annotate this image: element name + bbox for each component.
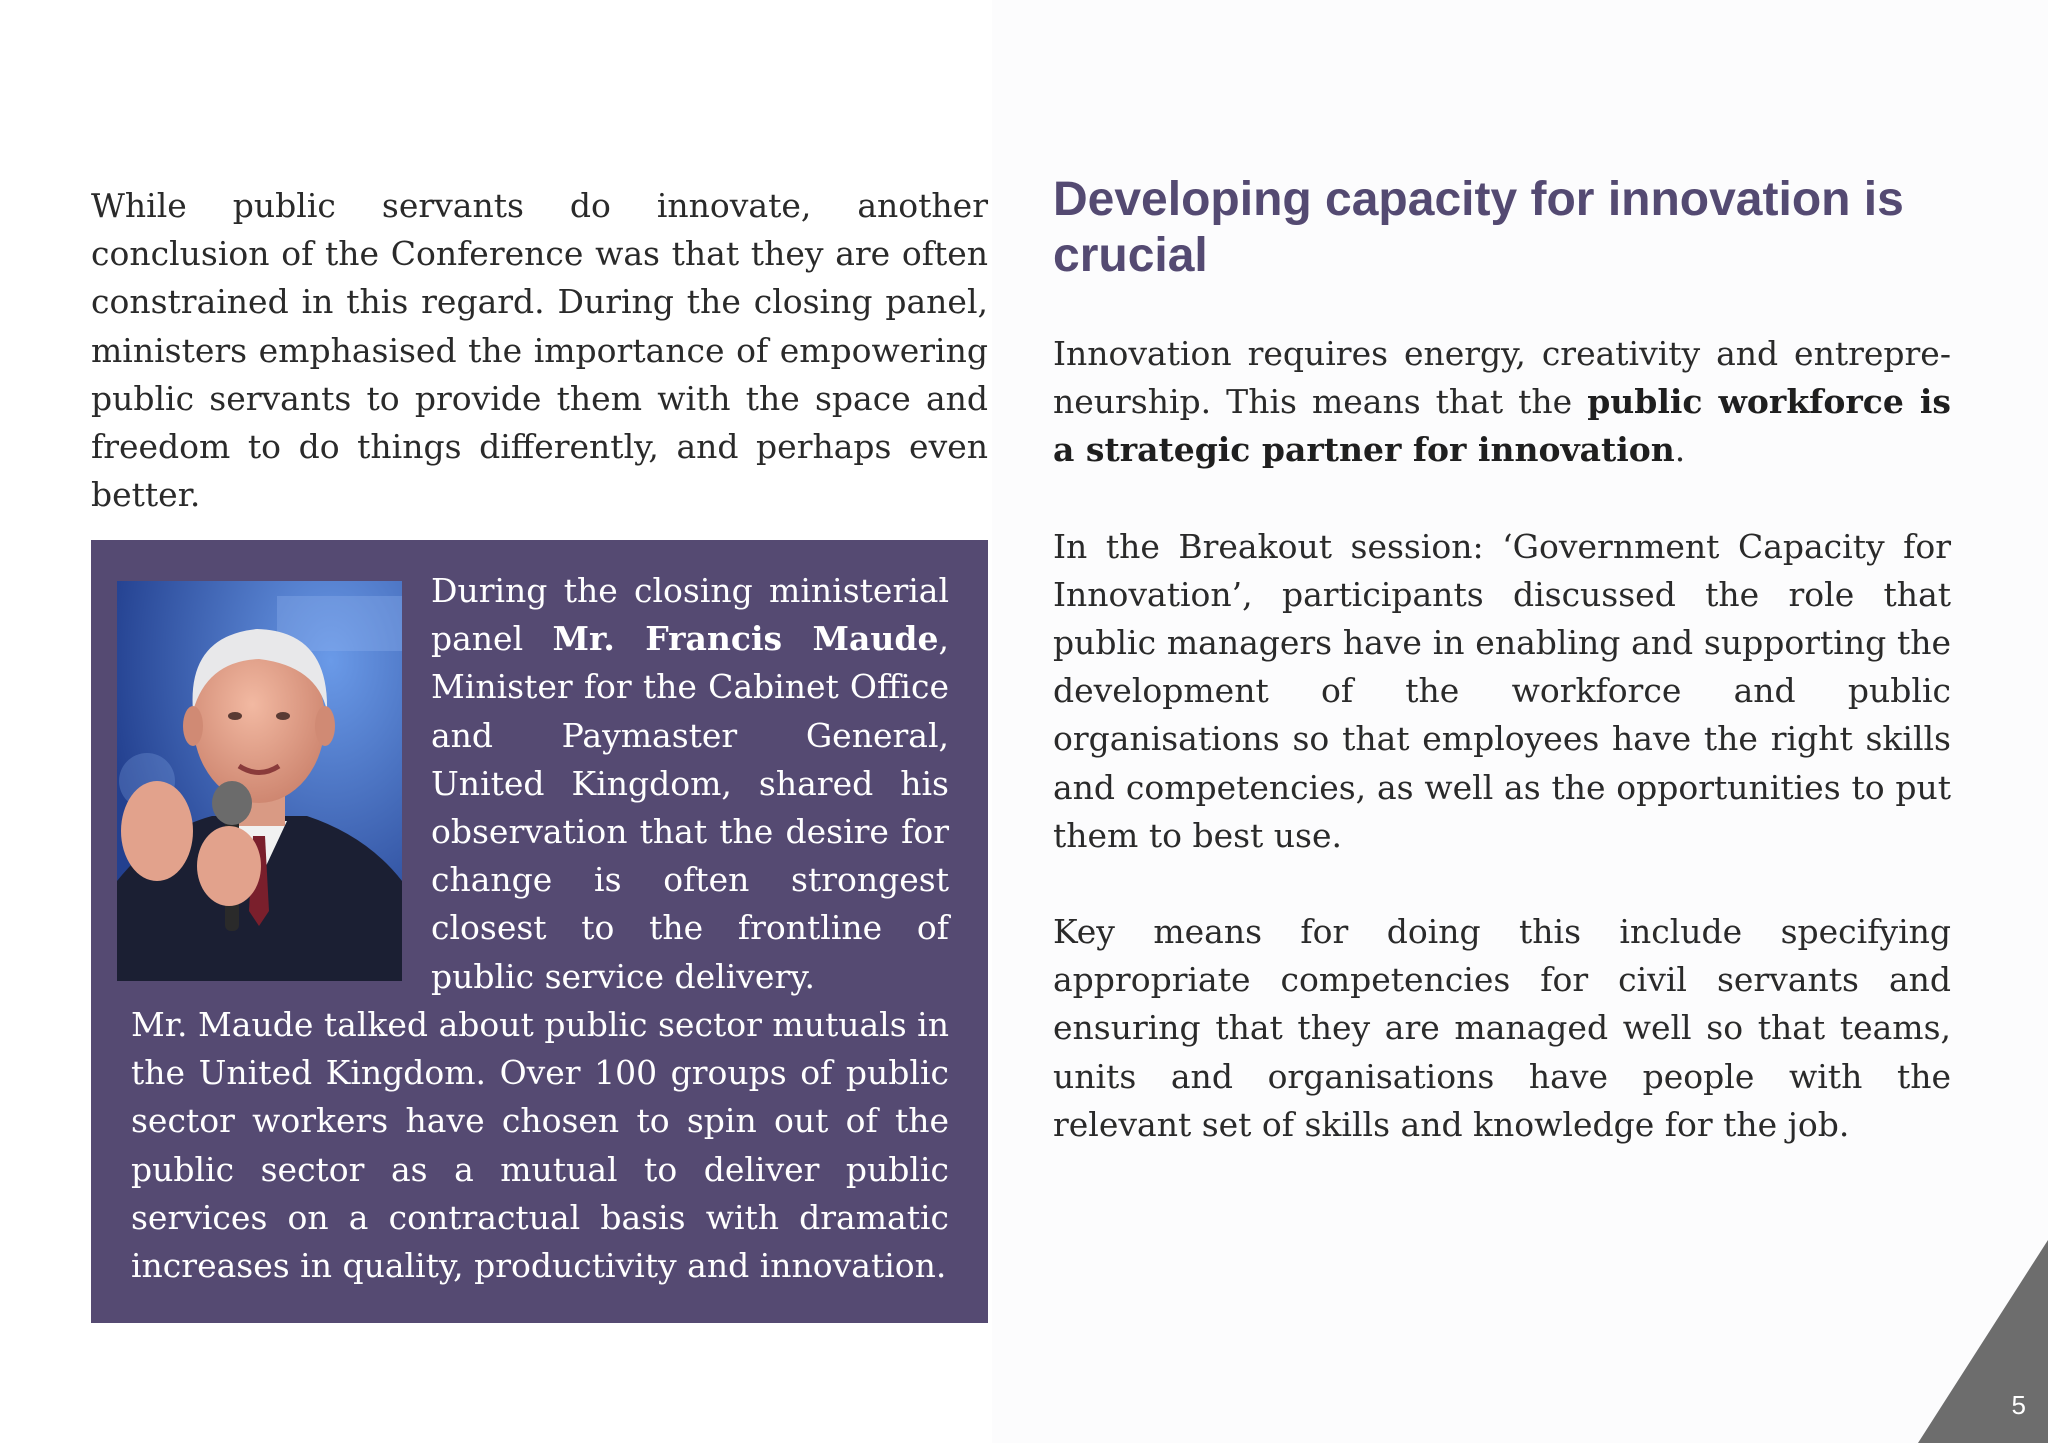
breakout-session-paragraph: In the Breakout session: ‘Government Capacity for Innovation’, participants discussed the role that public managers have in enabling and supporting the development of the workforce and public organisations so that employees have the right skills and competencies, as well as the opportunities to put them to best use. <box>1053 526 1951 855</box>
innovation-text-after: . <box>1674 430 1686 470</box>
speaker-photo-illustration <box>117 581 402 981</box>
callout-text-after: , Minister for the Cabinet Office and Paymaster General, United Kingdom, shared his observation that the desire for change is often strongest closest to the frontline of public service delivery. <box>431 619 949 996</box>
section-heading: Developing capacity for innovation is crucial <box>1053 173 1904 282</box>
page-number: 5 <box>2011 1390 2026 1420</box>
callout-mutuals-text: Mr. Maude talked about public sector mutuals in the United Kingdom. Over 100 groups of public sector workers have chosen to spin out of the public sector as a mutual to deliver public services on a contractual basis with dramatic increases in quality, productivity and innovation. <box>131 1005 949 1286</box>
innovation-paragraph <box>1053 330 1951 475</box>
innovation-text-before: Innovation requires energy, creativity and entrepre-neurship. This means that the <box>1053 334 1951 422</box>
left-column <box>91 182 988 519</box>
speaker-name: Mr. Francis Maude <box>552 619 939 659</box>
innovation-text-bold: public workforce is a strategic partner for innovation <box>1053 382 1951 470</box>
callout-box <box>91 540 988 1323</box>
callout-text-before: During the closing ministerial panel <box>431 571 949 659</box>
page-corner-shape <box>1918 1240 2048 1443</box>
intro-paragraph: While public servants do innovate, another conclusion of the Conference was that they are often constrained in this regard. During the closing panel, ministers emphasised the importance of empowering public servants to provide them with the space and freedom to do things differently, and perhaps even better. <box>91 186 988 515</box>
callout-quote-text <box>431 567 949 1001</box>
right-column <box>1053 172 1951 1149</box>
key-means-paragraph: Key means for doing this include specifying appropriate competencies for civil servants and ensuring that they are managed well so that teams, units and organisations have people with the relevant set of skills and knowledge for the job. <box>1053 912 1951 1144</box>
speaker-photo <box>117 581 402 981</box>
